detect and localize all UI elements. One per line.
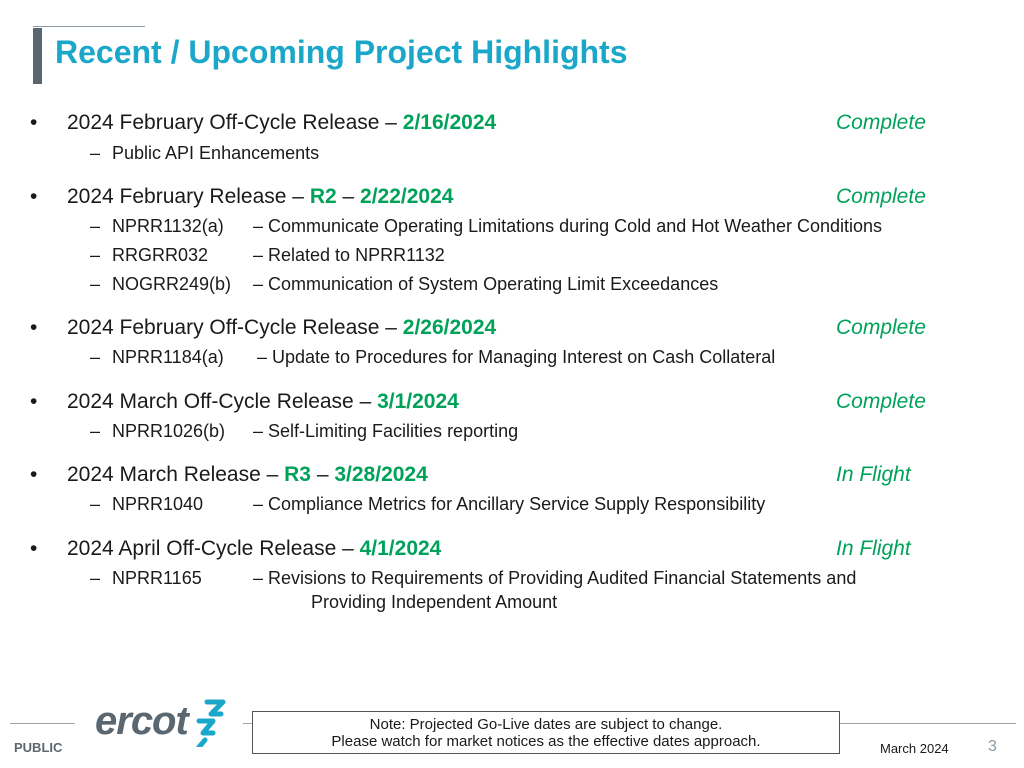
bullet: • — [30, 111, 38, 134]
status-text: Complete — [836, 390, 926, 413]
nprr-description: – Communication of System Operating Limit Exceedances — [253, 274, 719, 294]
release-title: 2024 March Release – R3 – 3/28/2024 — [67, 463, 428, 486]
release-title: 2024 February Off-Cycle Release – 2/26/2024 — [67, 316, 497, 339]
nprr-description: – Self-Limiting Facilities reporting — [253, 421, 519, 441]
release-label: R3 — [284, 463, 311, 486]
sub-item-text: Public API Enhancements — [112, 143, 320, 163]
nprr-code: NPRR1184(a) — [112, 347, 224, 367]
nprr-code: NPRR1165 — [112, 568, 202, 588]
release-date: 2/22/2024 — [360, 185, 454, 208]
nprr-code: NPRR1040 — [112, 494, 204, 514]
nprr-description: – Communicate Operating Limitations during Cold and Hot Weather Conditions — [253, 216, 882, 236]
status-text: In Flight — [836, 463, 911, 486]
note-box — [252, 711, 840, 754]
release-title: 2024 February Off-Cycle Release – 2/16/2024 — [67, 111, 497, 134]
ercot-logo — [95, 697, 227, 752]
status-text: In Flight — [836, 537, 911, 560]
nprr-description: – Compliance Metrics for Ancillary Service Supply Responsibility — [253, 494, 766, 514]
page-number: 3 — [988, 738, 997, 755]
title-accent-bar — [33, 28, 42, 84]
nprr-code: NPRR1132(a) — [112, 216, 224, 236]
status-text: Complete — [836, 111, 926, 134]
status-text: Complete — [836, 316, 926, 339]
nprr-code: NOGRR249(b) — [112, 274, 232, 294]
page-title: Recent / Upcoming Project Highlights — [55, 34, 628, 70]
release-title: 2024 March Off-Cycle Release – 3/1/2024 — [67, 390, 459, 413]
footer-rule-left — [10, 723, 75, 724]
logo-wordmark: ercot — [95, 699, 188, 743]
release-date: 2/26/2024 — [402, 316, 497, 339]
nprr-code: RRGRR032 — [112, 245, 209, 265]
nprr-description-continued: Providing Independent Amount — [311, 592, 558, 612]
title-rule — [33, 26, 145, 27]
status-text: Complete — [836, 185, 926, 208]
footer-date: March 2024 — [880, 741, 949, 756]
note-line-1: Note: Projected Go-Live dates are subject to change. — [369, 716, 723, 733]
release-date: 3/28/2024 — [334, 463, 428, 486]
note-line-2: Please watch for market notices as the effective dates approach. — [331, 733, 761, 750]
footer-rule-right — [840, 723, 1016, 724]
release-date: 3/1/2024 — [377, 390, 459, 413]
release-title: 2024 February Release – R2 – 2/22/2024 — [67, 185, 454, 208]
release-label: R2 — [309, 185, 337, 208]
release-date: 4/1/2024 — [359, 537, 442, 560]
classification-label: PUBLIC — [14, 740, 63, 755]
release-date: 2/16/2024 — [402, 111, 497, 134]
nprr-description: – Related to NPRR1132 — [253, 245, 445, 265]
nprr-description: – Revisions to Requirements of Providing Audited Financial Statements and — [253, 568, 857, 588]
footer-rule-mid — [243, 723, 252, 724]
nprr-code: NPRR1026(b) — [112, 421, 226, 441]
nprr-description: – Update to Procedures for Managing Interest on Cash Collateral — [257, 347, 776, 367]
ercot-bolt-icon — [199, 702, 223, 747]
release-title: 2024 April Off-Cycle Release – 4/1/2024 — [67, 537, 442, 560]
